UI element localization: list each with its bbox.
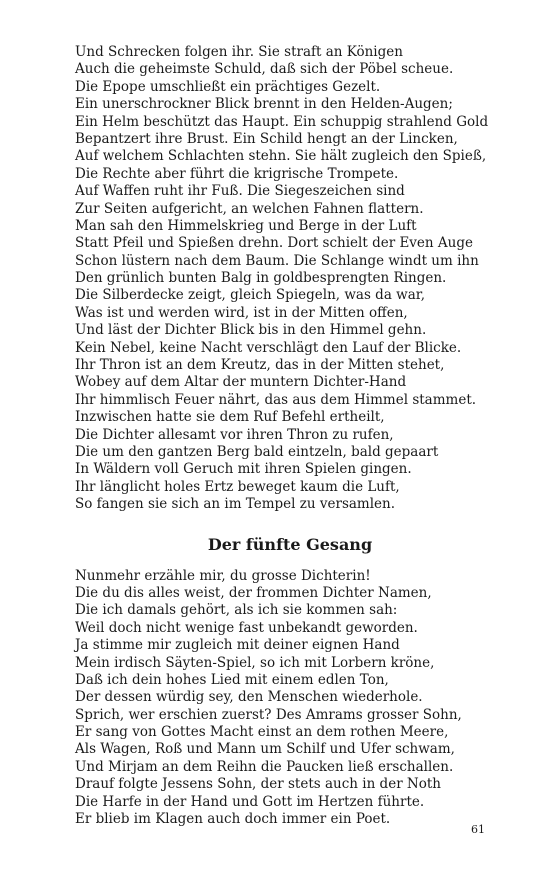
poem-line: Die Harfe in der Hand und Gott im Hertzen führte. — [75, 793, 425, 810]
poem-line: In Wäldern voll Geruch mit ihren Spielen gingen. — [75, 461, 412, 478]
poem-line: Ihr länglicht holes Ertz beweget kaum die Luft, — [75, 478, 400, 495]
poem-line: Wobey auf dem Altar der muntern Dichter-Hand — [75, 374, 407, 391]
poem-line: Der dessen würdig sey, den Menschen wiederhole. — [75, 689, 423, 706]
poem-line: Ihr himmlisch Feuer nährt, das aus dem Himmel stammet. — [75, 391, 477, 408]
poem-line: Auch die geheimste Schuld, daß sich der Pöbel scheue. — [75, 61, 454, 78]
poem-line: Ja stimme mir zugleich mit deiner eignen Hand — [75, 637, 400, 654]
poem-line: Nunmehr erzähle mir, du grosse Dichterin! — [75, 567, 371, 584]
section-title: Der fünfte Gesang — [207, 534, 373, 554]
poem-line: Man sah den Himmelskrieg und Berge in der Luft — [75, 217, 417, 234]
poem-line: Die du dis alles weist, der frommen Dichter Namen, — [75, 584, 432, 601]
poem-line: Die Epope umschließt ein prächtiges Gezelt. — [75, 78, 381, 95]
poem-line: Bepantzert ihre Brust. Ein Schild hengt an der Lincken, — [75, 130, 458, 147]
poem-line: So fangen sie sich an im Tempel zu versamlen. — [75, 496, 396, 513]
poem-line: Drauf folgte Jessens Sohn, der stets auch in der Noth — [75, 776, 441, 793]
poem-line: Ein unerschrockner Blick brennt in den Helden-Augen; — [75, 96, 453, 113]
poem-line: Schon lüstern nach dem Baum. Die Schlange windt um ihn — [75, 252, 479, 269]
poem-line: Ihr Thron ist an dem Kreutz, das in der Mitten stehet, — [75, 357, 445, 374]
poem-line: Und läst der Dichter Blick bis in den Himmel gehn. — [75, 322, 427, 339]
poem-line: Ein Helm beschützt das Haupt. Ein schuppig strahlend Gold — [75, 113, 489, 130]
poem-line: Inzwischen hatte sie dem Ruf Befehl ertheilt, — [75, 409, 385, 426]
page-number: 61 — [471, 823, 485, 836]
poem-line: Die Dichter allesamt vor ihren Thron zu rufen, — [75, 426, 394, 443]
poem-line: Den grünlich bunten Balg in goldbesprengten Ringen. — [75, 270, 447, 287]
poem-line: Und Mirjam an dem Reihn die Paucken ließ erschallen. — [75, 758, 454, 775]
page-body — [75, 44, 495, 828]
poem-stanza-one — [75, 44, 495, 514]
poem-line: Als Wagen, Roß und Mann um Schilf und Ufer schwam, — [75, 741, 455, 758]
poem-line: Die ich damals gehört, als ich sie kommen sah: — [75, 602, 398, 619]
poem-stanza-two — [75, 568, 495, 829]
poem-line: Die Rechte aber führt die krigrische Trompete. — [75, 165, 399, 182]
poem-line: Die um den gantzen Berg bald eintzeln, bald gepaart — [75, 443, 439, 460]
poem-line: Weil doch nicht wenige fast unbekandt geworden. — [75, 619, 418, 636]
poem-line: Mein irdisch Säyten-Spiel, so ich mit Lorbern kröne, — [75, 654, 435, 671]
poem-line: Was ist und werden wird, ist in der Mitten offen, — [75, 304, 408, 321]
poem-line: Statt Pfeil und Spießen drehn. Dort schielt der Even Auge — [75, 235, 473, 252]
poem-line: Auf welchem Schlachten stehn. Sie hält zugleich den Spieß, — [75, 148, 487, 165]
poem-line: Daß ich dein hohes Lied mit einem edlen Ton, — [75, 671, 389, 688]
poem-line: Kein Nebel, keine Nacht verschlägt den Lauf der Blicke. — [75, 339, 462, 356]
poem-line: Und Schrecken folgen ihr. Sie straft an Königen — [75, 44, 403, 60]
poem-line: Die Silberdecke zeigt, gleich Spiegeln, was da war, — [75, 287, 426, 304]
poem-line: Zur Seiten aufgericht, an welchen Fahnen flattern. — [75, 200, 424, 217]
poem-line: Er sang von Gottes Macht einst an dem rothen Meere, — [75, 724, 449, 741]
poem-line: Sprich, wer erschien zuerst? Des Amrams grosser Sohn, — [75, 706, 462, 723]
poem-line: Er blieb im Klagen auch doch immer ein Poet. — [75, 811, 391, 828]
poem-line: Auf Waffen ruht ihr Fuß. Die Siegeszeichen sind — [75, 183, 405, 200]
